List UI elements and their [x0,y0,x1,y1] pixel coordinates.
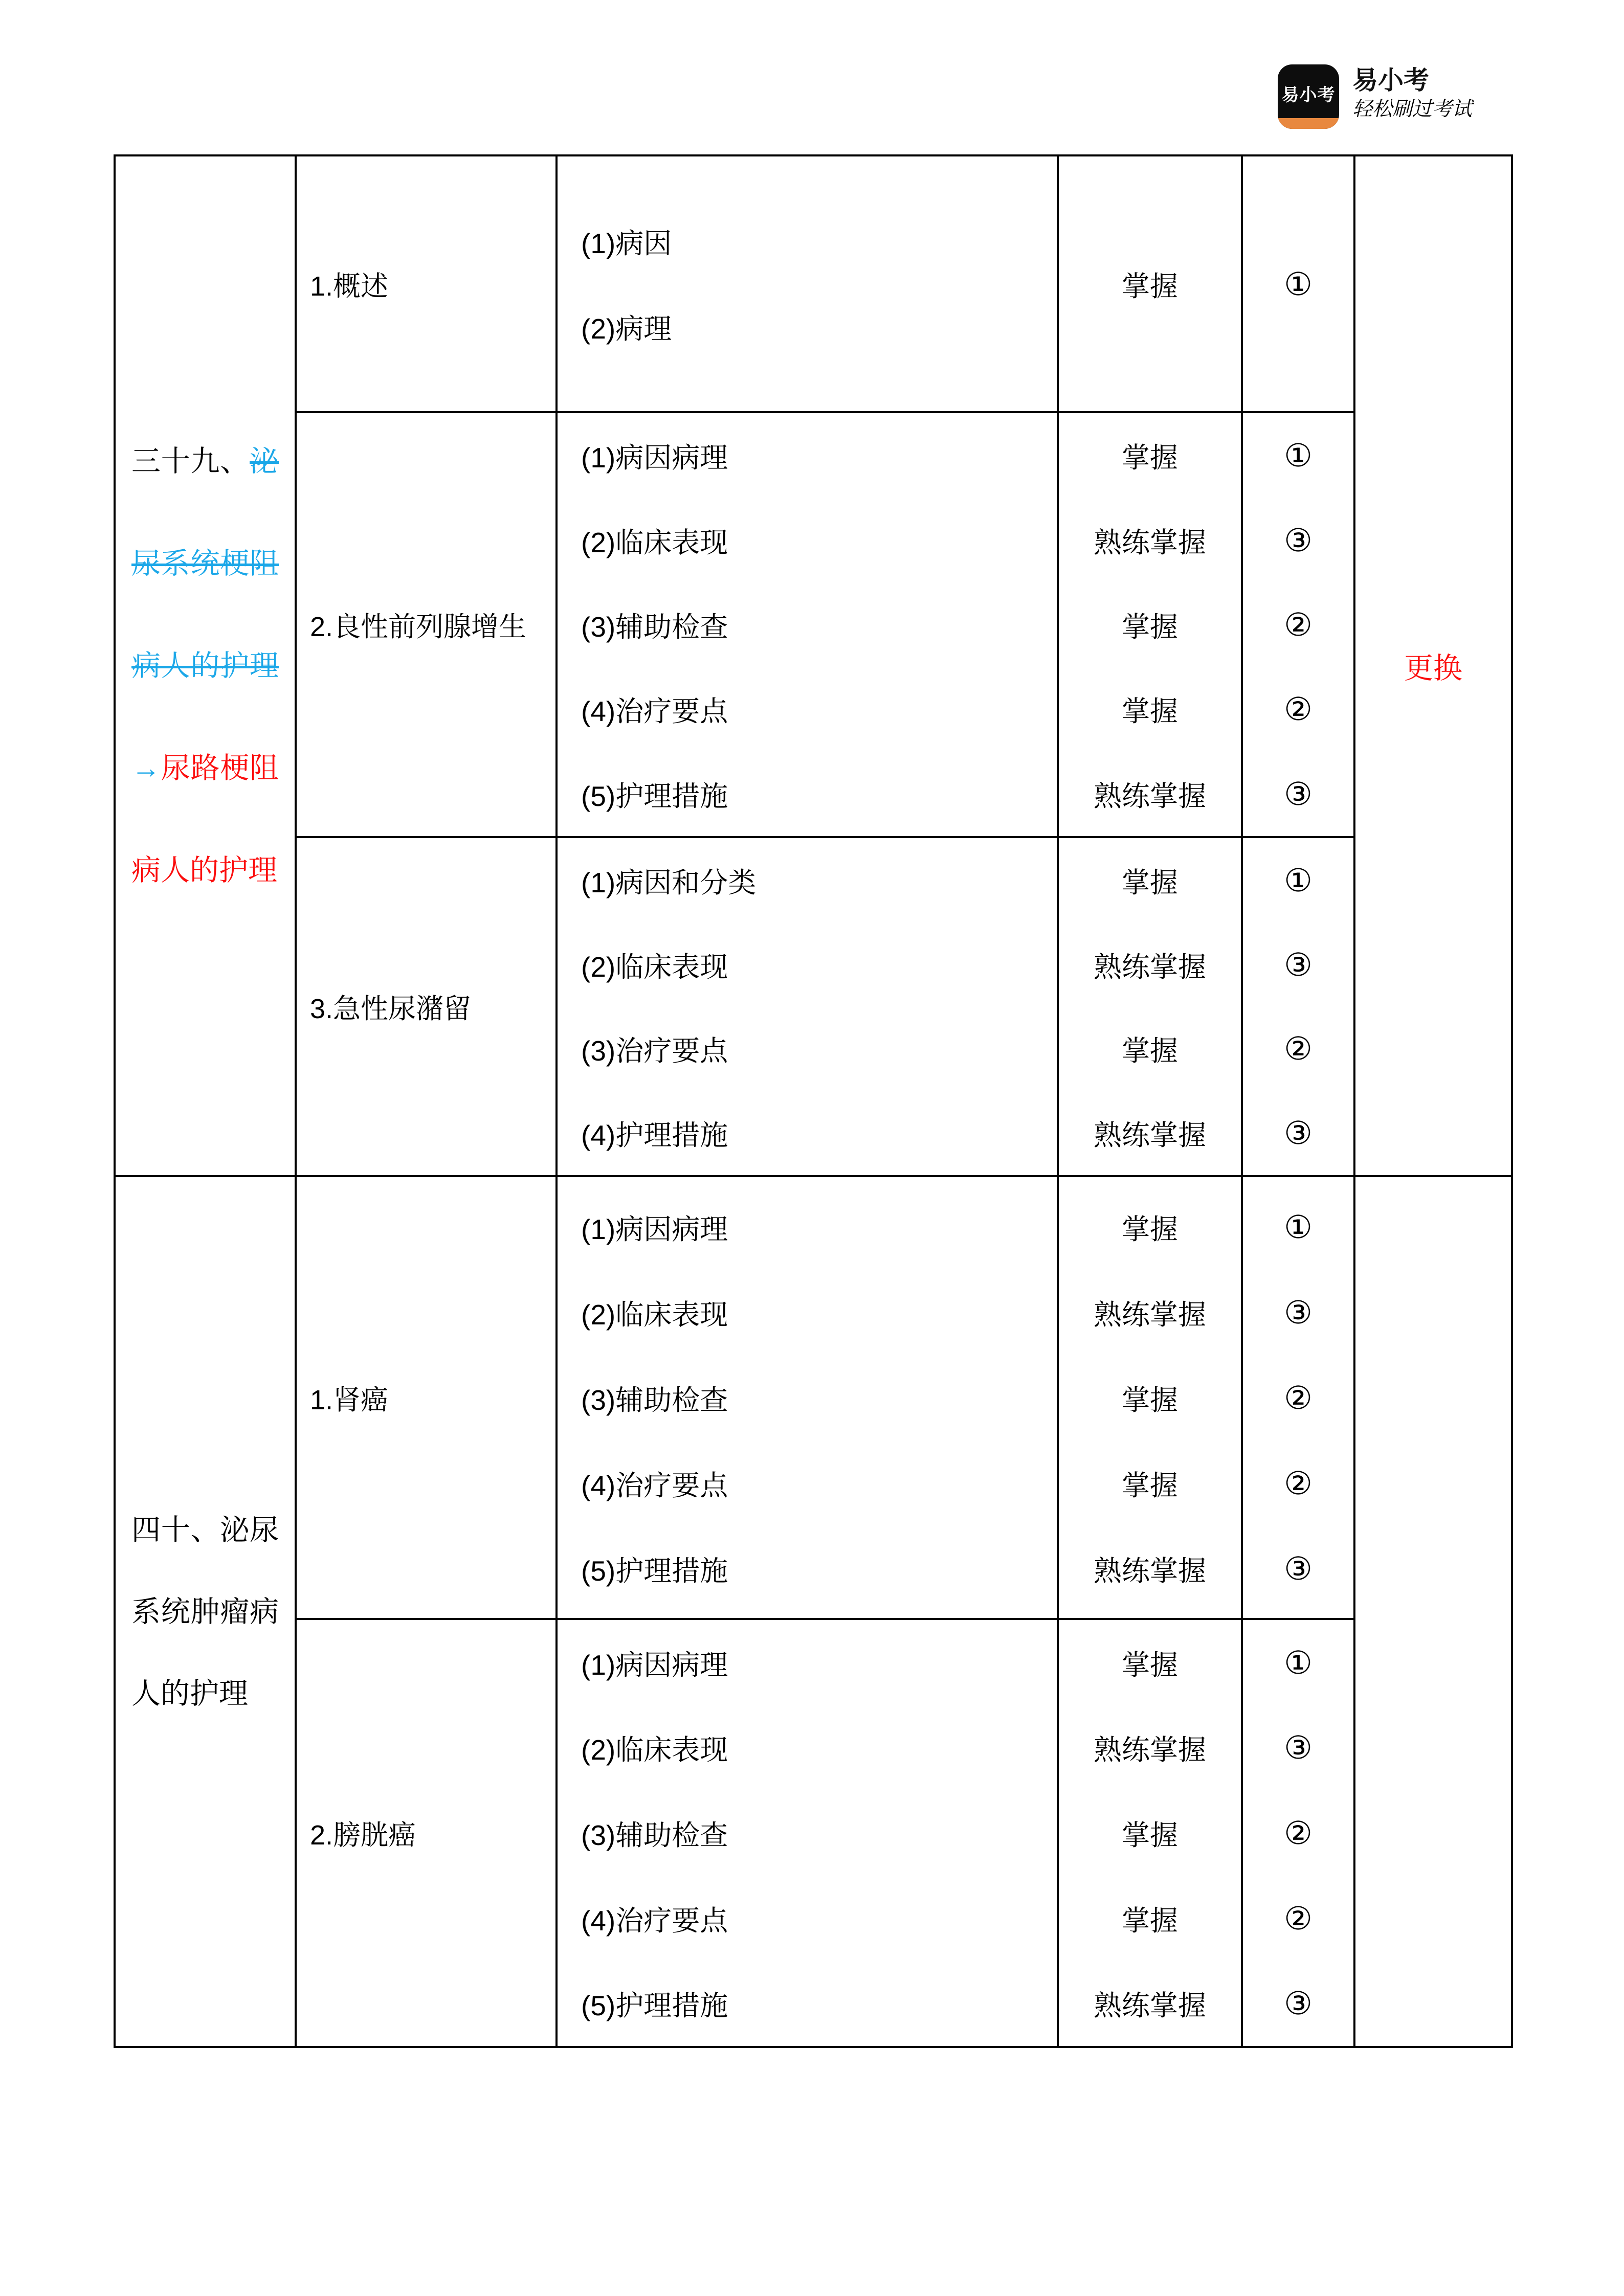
knowledge-point: (2)临床表现 [581,951,728,983]
logo-icon-label: 易小考 [1281,85,1336,105]
importance-mark: ③ [1284,523,1312,558]
mastery-level: 掌握 [1121,611,1178,643]
section-name-cell [297,1620,558,2046]
logo-icon [1278,64,1339,129]
chapter-title-prefix: 四十、泌尿系统肿瘤病人的护理 [131,1513,279,1710]
importance-mark: ② [1284,1466,1312,1501]
importance-mark: ② [1284,692,1312,728]
mastery-level: 熟练掌握 [1093,1734,1206,1766]
chapter-title [131,410,279,921]
section-name: 1.概述 [310,271,389,302]
syllabus-table [114,154,1513,2048]
section-name: 2.良性前列腺增生 [310,612,527,642]
knowledge-point: (1)病因和分类 [581,866,757,898]
logo-text [1352,64,1472,122]
importance-mark: ③ [1284,1116,1312,1152]
brand-tagline: 轻松刷过考试 [1352,97,1473,121]
app-logo [1278,64,1472,129]
knowledge-point: (4)治疗要点 [581,1904,728,1937]
chapter-title-replacement: 尿路梗阻病人的护理 [131,752,279,887]
section-name-cell [297,413,558,838]
section-name: 1.肾癌 [310,1384,389,1415]
importance-marks-cell [1243,1177,1355,1620]
importance-mark: ① [1284,438,1312,474]
knowledge-point: (3)辅助检查 [581,1384,728,1416]
action-label: 更换 [1404,652,1462,685]
mastery-level: 熟练掌握 [1093,1298,1206,1331]
chapter-title-strikethrough: 泌尿系统梗阻病人的护理 [131,445,279,682]
importance-mark: ② [1284,1816,1312,1851]
mastery-level: 掌握 [1121,1904,1178,1937]
importance-mark: ① [1284,863,1312,898]
knowledge-point: (4)护理措施 [581,1119,728,1152]
mastery-level: 掌握 [1121,1213,1178,1245]
section-name-cell [297,1177,558,1620]
arrow-icon: → [131,752,161,784]
knowledge-points-cell [558,413,1059,838]
action-cell [1355,156,1511,1177]
knowledge-point: (2)临床表现 [581,1298,728,1331]
knowledge-point: (5)护理措施 [581,1555,728,1587]
section-name-cell [297,838,558,1177]
section-name: 3.急性尿潴留 [310,994,472,1024]
mastery-level: 熟练掌握 [1093,780,1206,812]
knowledge-points-cell [558,156,1059,413]
chapter-title-cell [116,1177,297,2046]
mastery-level: 掌握 [1121,270,1178,302]
section-name: 2.膀胱癌 [310,1820,416,1851]
mastery-level: 掌握 [1121,442,1178,474]
mastery-levels-cell [1059,1177,1243,1620]
logo-icon-orange-band [1278,118,1339,129]
importance-marks-cell [1243,1620,1355,2046]
mastery-level: 掌握 [1121,695,1178,728]
knowledge-point: (5)护理措施 [581,1990,728,2022]
chapter-title-prefix: 三十九、 [131,445,250,478]
mastery-level: 掌握 [1121,1649,1178,1681]
importance-mark: ② [1284,1901,1312,1937]
mastery-level: 熟练掌握 [1093,1990,1206,2022]
importance-mark: ③ [1284,1986,1312,2022]
knowledge-point: (1)病因病理 [581,1649,728,1681]
knowledge-point: (2)临床表现 [581,526,728,558]
chapter-title [131,1489,279,1735]
knowledge-point: (3)辅助检查 [581,1819,728,1851]
mastery-level: 掌握 [1121,866,1178,898]
importance-mark: ③ [1284,1551,1312,1587]
mastery-level: 熟练掌握 [1093,1119,1206,1152]
knowledge-point: (2)病理 [581,313,672,345]
knowledge-point: (2)临床表现 [581,1734,728,1766]
importance-mark: ② [1284,607,1312,643]
mastery-level: 掌握 [1121,1469,1178,1501]
chapter-title-cell [116,156,297,1177]
importance-mark: ② [1284,1380,1312,1416]
mastery-levels-cell [1059,156,1243,413]
importance-mark: ③ [1284,776,1312,812]
section-name-cell [297,156,558,413]
knowledge-points-cell [558,838,1059,1177]
importance-mark: ③ [1284,1295,1312,1331]
knowledge-points-cell [558,1620,1059,2046]
knowledge-point: (3)辅助检查 [581,611,728,643]
importance-mark: ③ [1284,947,1312,983]
importance-mark: ① [1284,1645,1312,1681]
knowledge-point: (4)治疗要点 [581,695,728,728]
knowledge-point: (5)护理措施 [581,780,728,812]
importance-marks-cell [1243,413,1355,838]
importance-mark: ③ [1284,1730,1312,1766]
mastery-level: 掌握 [1121,1384,1178,1416]
mastery-level: 掌握 [1121,1035,1178,1067]
mastery-level: 熟练掌握 [1093,1555,1206,1587]
importance-marks-cell [1243,156,1355,413]
mastery-level: 熟练掌握 [1093,951,1206,983]
knowledge-point: (4)治疗要点 [581,1469,728,1501]
mastery-levels-cell [1059,413,1243,838]
knowledge-point: (3)治疗要点 [581,1035,728,1067]
importance-mark: ① [1284,1209,1312,1245]
mastery-level: 熟练掌握 [1093,526,1206,558]
importance-mark: ① [1284,266,1312,302]
importance-marks-cell [1243,838,1355,1177]
action-cell [1355,1177,1511,2046]
mastery-levels-cell [1059,1620,1243,2046]
knowledge-point: (1)病因 [581,228,672,259]
mastery-level: 掌握 [1121,1819,1178,1851]
importance-mark: ② [1284,1031,1312,1067]
knowledge-points-cell [558,1177,1059,1620]
brand-name: 易小考 [1352,66,1429,95]
knowledge-point: (1)病因病理 [581,442,728,474]
mastery-levels-cell [1059,838,1243,1177]
knowledge-point: (1)病因病理 [581,1213,728,1245]
